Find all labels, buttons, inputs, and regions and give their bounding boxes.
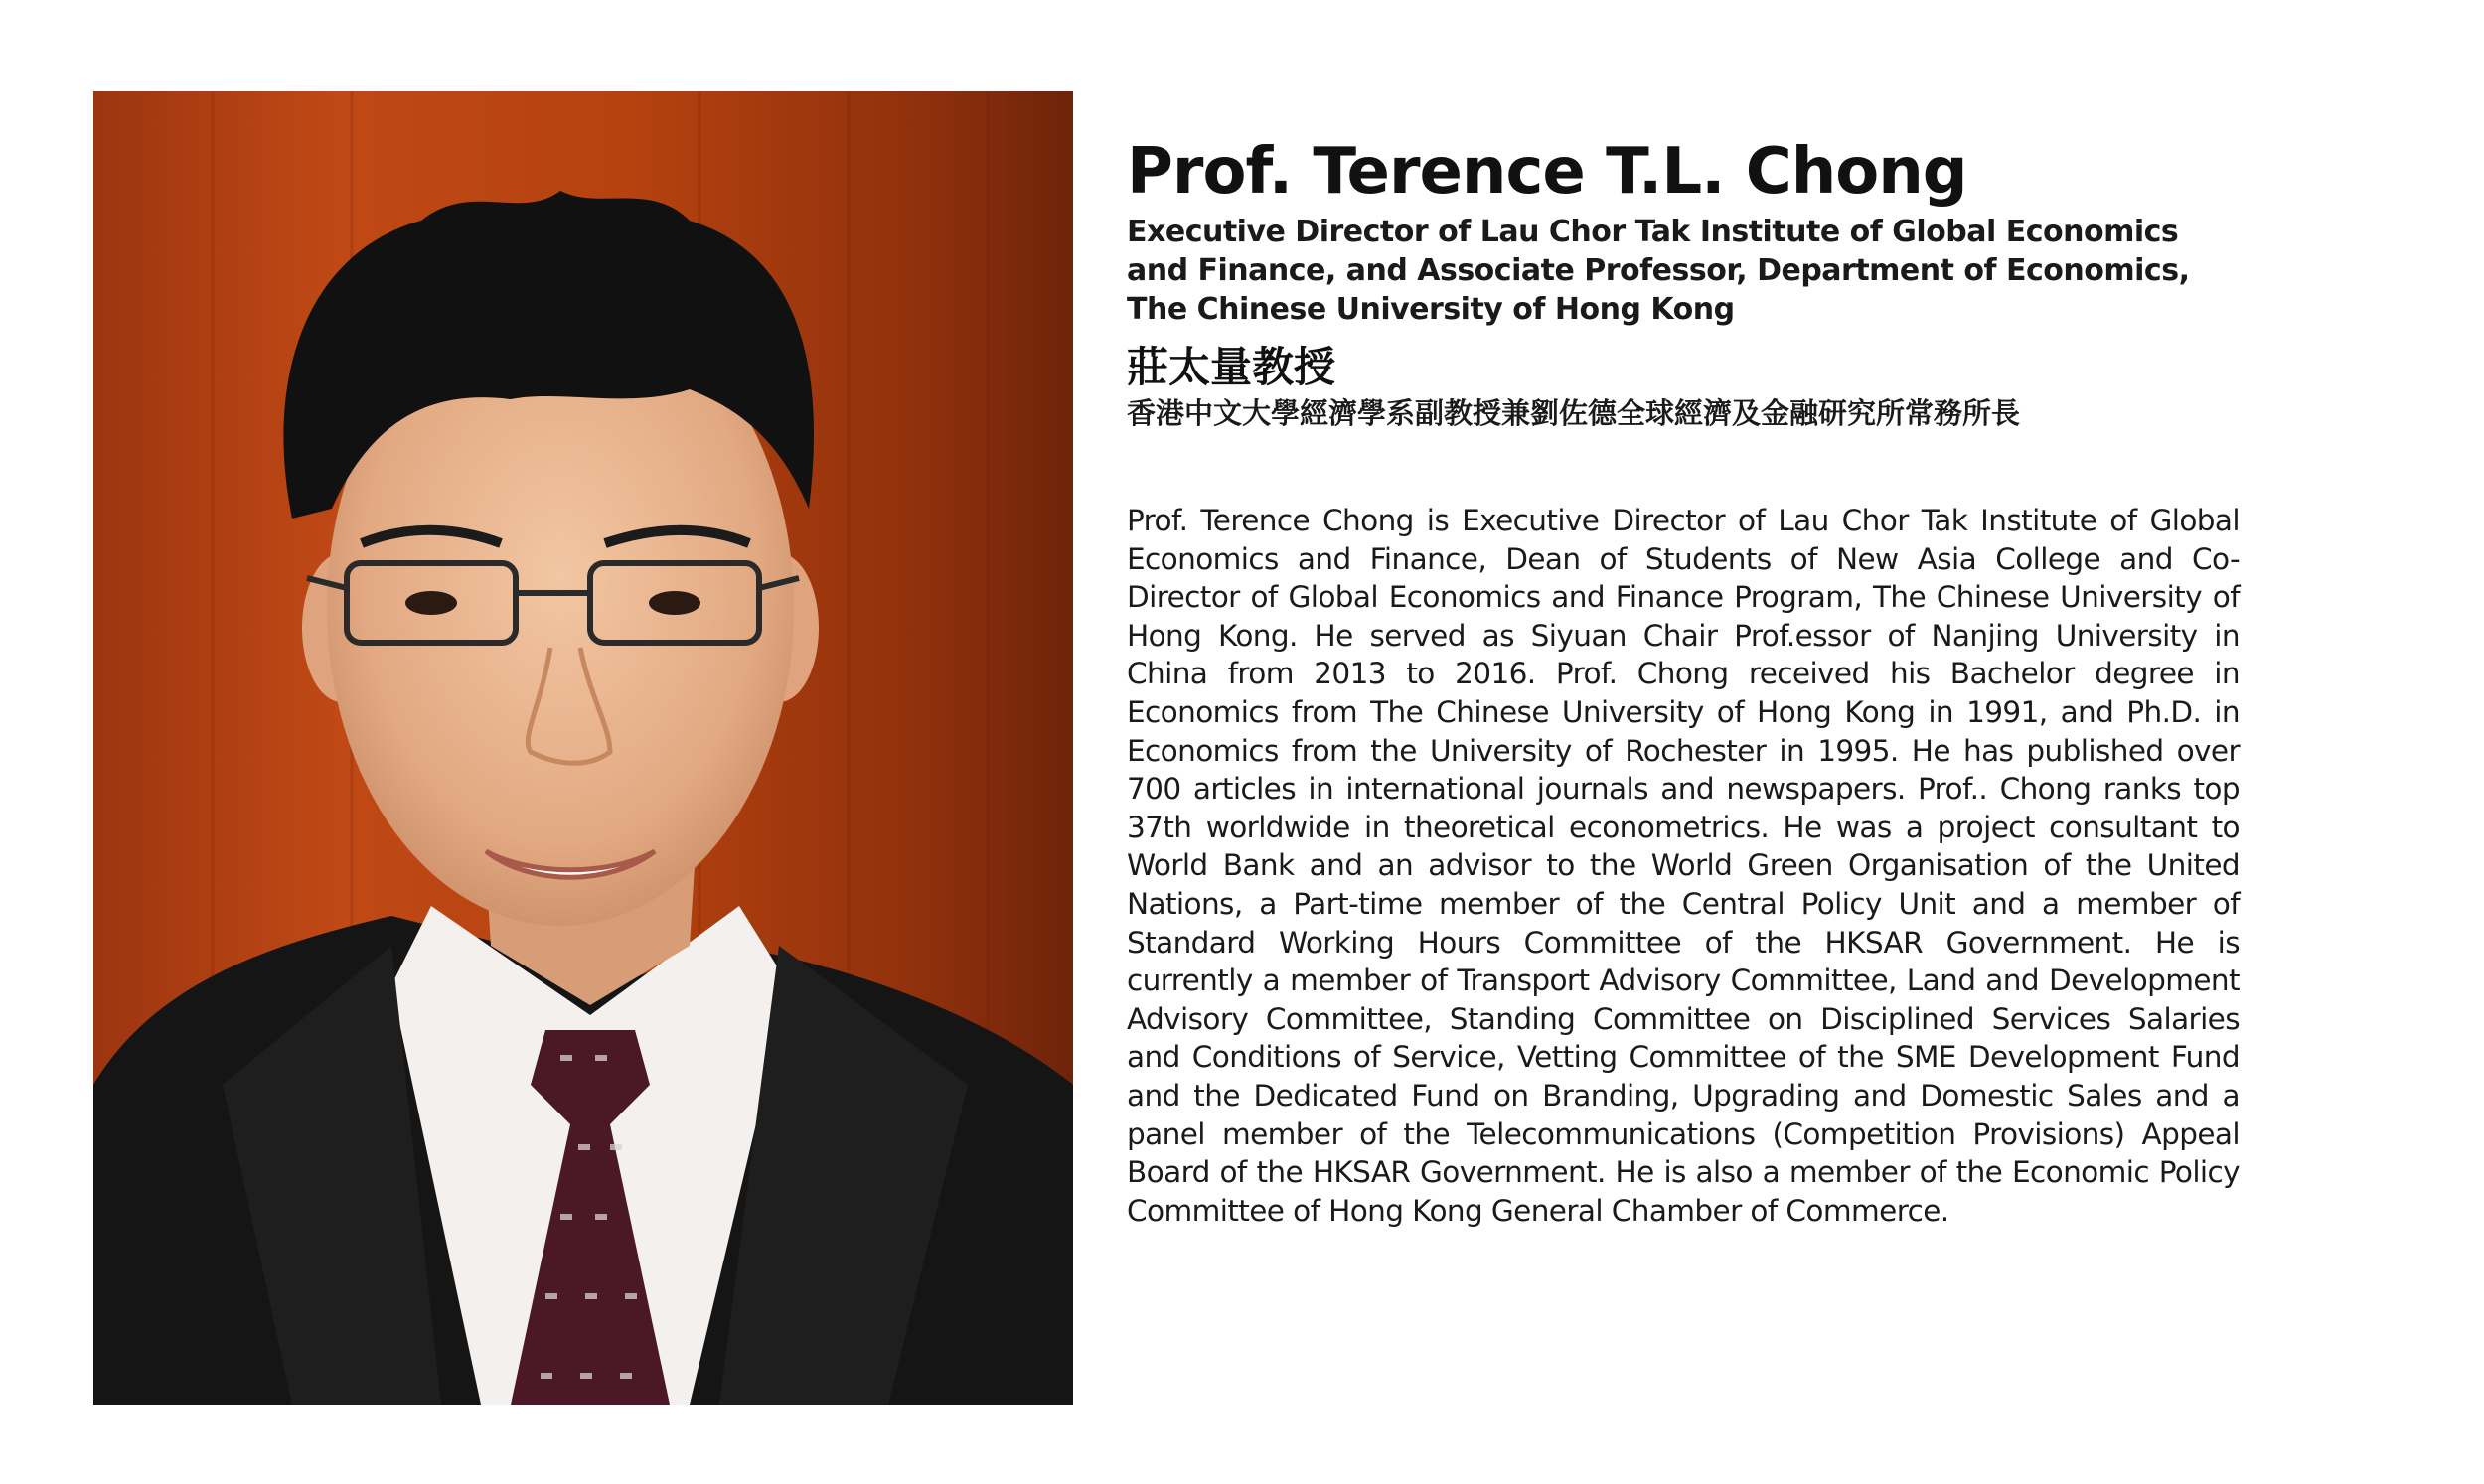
- profile-biography: Prof. Terence Chong is Executive Director of Lau Chor Tak Institute of Global Economics and Finance, Dean of Students of New Asia College and Co-Director of Global Economics and Finance Program, The Chinese University of Hong Kong. He served as Siyuan Chair Prof.essor of Nanjing University in China from 2013 to 2016. Prof. Chong received his Bachelor degree in Economics from The Chinese University of Hong Kong in 1991, and Ph.D. in Economics from the University of Rochester in 1995. He has published over 700 articles in international journals and newspapers. Prof.. Chong ranks top 37th worldwide in theoretical econometrics. He was a project consultant to World Bank and an advisor to the World Green Organisation of the United Nations, a Part-time member of the Central Policy Unit and a member of Standard Working Hours Committee of the HKSAR Government. He is currently a member of Transport Advisory Committee, Land and Development Advisory Committee, Standing Committee on Disciplined Services Salaries and Conditions of Service, Vetting Committee of the SME Development Fund and the Dedicated Fund on Branding, Upgrading and Domestic Sales and a panel member of the Telecommunications (Competition Provisions) Appeal Board of the HKSAR Government. He is also a member of the Economic Policy Committee of Hong Kong General Chamber of Commerce.: [1127, 504, 2240, 1228]
- profile-name-zh: 莊太量教授: [1127, 343, 1336, 391]
- profile-title-zh: 香港中文大學經濟學系副教授兼劉佐德全球經濟及金融研究所常務所長: [1127, 396, 2021, 430]
- profile-title-en: Executive Director of Lau Chor Tak Institute of Global Economics and Finance, and Associate Professor, Department of Economics, The Chinese University of Hong Kong: [1127, 215, 2190, 327]
- profile-text-column: [1127, 131, 2240, 1230]
- profile-name-en: Prof. Terence T.L. Chong: [1127, 135, 1967, 209]
- portrait-illustration: [93, 91, 1073, 1405]
- profile-photo: [93, 91, 1073, 1405]
